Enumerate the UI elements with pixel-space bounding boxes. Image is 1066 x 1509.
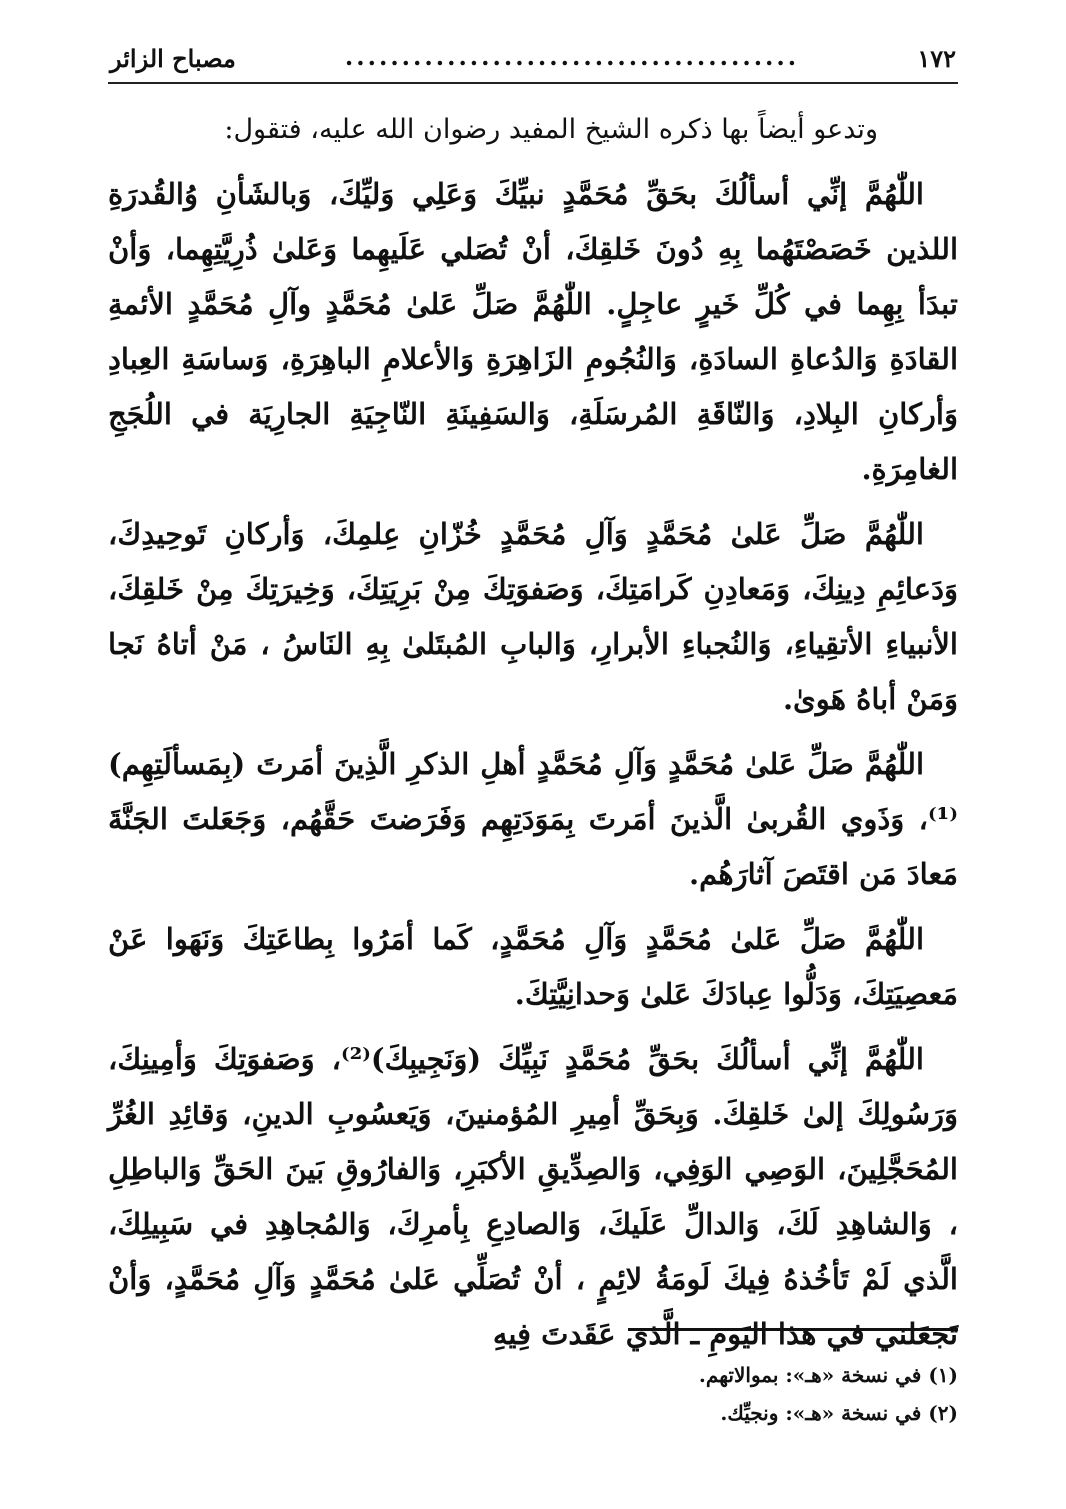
footnotes bbox=[358, 1356, 958, 1432]
prayer-paragraph: اللّٰهُمَّ صَلِّ عَلىٰ مُحَمَّدٍ وَآلِ مُحَمَّدٍ خُزّانِ عِلمِكَ، وَأركانِ تَوحِيدِكَ، وَدَعائِمِ دِينِكَ، وَمَعادِنِ كَرامَتِكَ، وَصَفوَتِكَ مِنْ بَرِيَتِكَ، وَخِيرَتِكَ مِنْ خَلقِكَ، الأنبياءِ الأتقِياءِ، وَالنُجباءِ الأبرارِ، وَالبابِ المُبتَلىٰ بِهِ النَاسُ ، مَنْ أتاهُ نَجا وَمَنْ أباهُ هَوىٰ. bbox=[108, 517, 958, 716]
main-text bbox=[108, 102, 958, 1362]
header-dot-leader: ........................................ bbox=[344, 42, 800, 71]
prayer-paragraph: اللّٰهُمَّ صَلِّ عَلىٰ مُحَمَّدٍ وَآلِ مُحَمَّدٍ، كَما أمَرُوا بِطاعَتِكَ وَنَهَوا عَنْ مَعصِيَتِكَ، وَدَلُّوا عِبادَكَ عَلىٰ وَحدانِيَّتِكَ. bbox=[108, 922, 958, 1011]
footnote-separator bbox=[628, 1328, 958, 1331]
intro-paragraph: وتدعو أيضاً بها ذكره الشيخ المفيد رضوان الله عليه، فتقول: bbox=[224, 114, 878, 145]
prayer-paragraph: اللّٰهُمَّ إنِّي أسألُكَ بحَقِّ مُحَمَّدٍ نَبِيِّكَ (وَنَجِيبِكَ)⁽²⁾، وَصَفوَتِكَ وَأمِينِكَ، وَرَسُولِكَ إلىٰ خَلقِكَ. وَبِحَقِّ أمِيرِ المُؤمنينَ، وَيَعسُوبِ الدينِ، وَقائِدِ الغُرِّ المُحَجَّلِينَ، الوَصِي الوَفِي، وَالصِدِّيقِ الأكبَرِ، وَالفارُوقِ بَينَ الحَقِّ وَالباطِلِ ، وَالشاهِدِ لَكَ، وَالدالِّ عَلَيكَ، وَالصادِعِ بِأمرِكَ، وَالمُجاهِدِ في سَبِيلِكَ، الَّذي لَمْ تَأخُذهُ فِيكَ لَومَةُ لائِمٍ ، أنْ تُصَلِّي عَلىٰ مُحَمَّدٍ وَآلِ مُحَمَّدٍ، وَأنْ تَجعَلني في هذا اليَومِ ـ الَّذي عَقَدتَ فِيهِ bbox=[108, 1042, 958, 1351]
prayer-paragraph: اللّٰهُمَّ صَلِّ عَلىٰ مُحَمَّدٍ وَآلِ مُحَمَّدٍ أهلِ الذكرِ الَّذِينَ أمَرتَ (بِمَسألَتِهِم)⁽¹⁾، وَذَوي القُربىٰ الَّذينَ أمَرتَ بِمَوَدَتِهِم وَفَرَضتَ حَقَّهُم، وَجَعَلتَ الجَنَّةَ مَعادَ مَن اقتَصَ آثارَهُم. bbox=[108, 747, 958, 891]
page-number: ١٧٢ bbox=[917, 44, 956, 73]
footnote: (١) في نسخة «هـ»: بموالاتهم. bbox=[698, 1363, 958, 1387]
prayer-paragraph: اللّٰهُمَّ إنِّي أسألُكَ بحَقِّ مُحَمَّدٍ نبيِّكَ وَعَلِي وَليِّكَ، وَبالشَأنِ وُالقُدرَةِ اللذين خَصَصْتَهُما بِهِ دُونَ خَلقِكَ، أنْ تُصَلي عَلَيهِما وَعَلىٰ ذُرِيَّتِهِما، وَأنْ تبدَأ بِهِما في كُلِّ خَيرٍ عاجِلٍ. اللّٰهُمَّ صَلِّ عَلىٰ مُحَمَّدٍ وآلِ مُحَمَّدٍ الأئمةِ القادَةِ وَالدُعاةِ السادَةِ، وَالنُجُومِ الزَاهِرَةِ وَالأعلامِ الباهِرَةِ، وَساسَةِ العِبادِ وَأركانِ البِلادِ، وَالنّاقَةِ المُرسَلَةِ، وَالسَفِينَةِ النّاجِيَةِ الجارِيَة في اللُجَجِ الغامِرَةِ. bbox=[108, 177, 958, 486]
book-page bbox=[108, 36, 958, 1476]
book-title: مصباح الزائر bbox=[110, 44, 236, 73]
footnote: (٢) في نسخة «هـ»: ونجيِّك. bbox=[720, 1401, 958, 1425]
running-header bbox=[108, 36, 958, 84]
